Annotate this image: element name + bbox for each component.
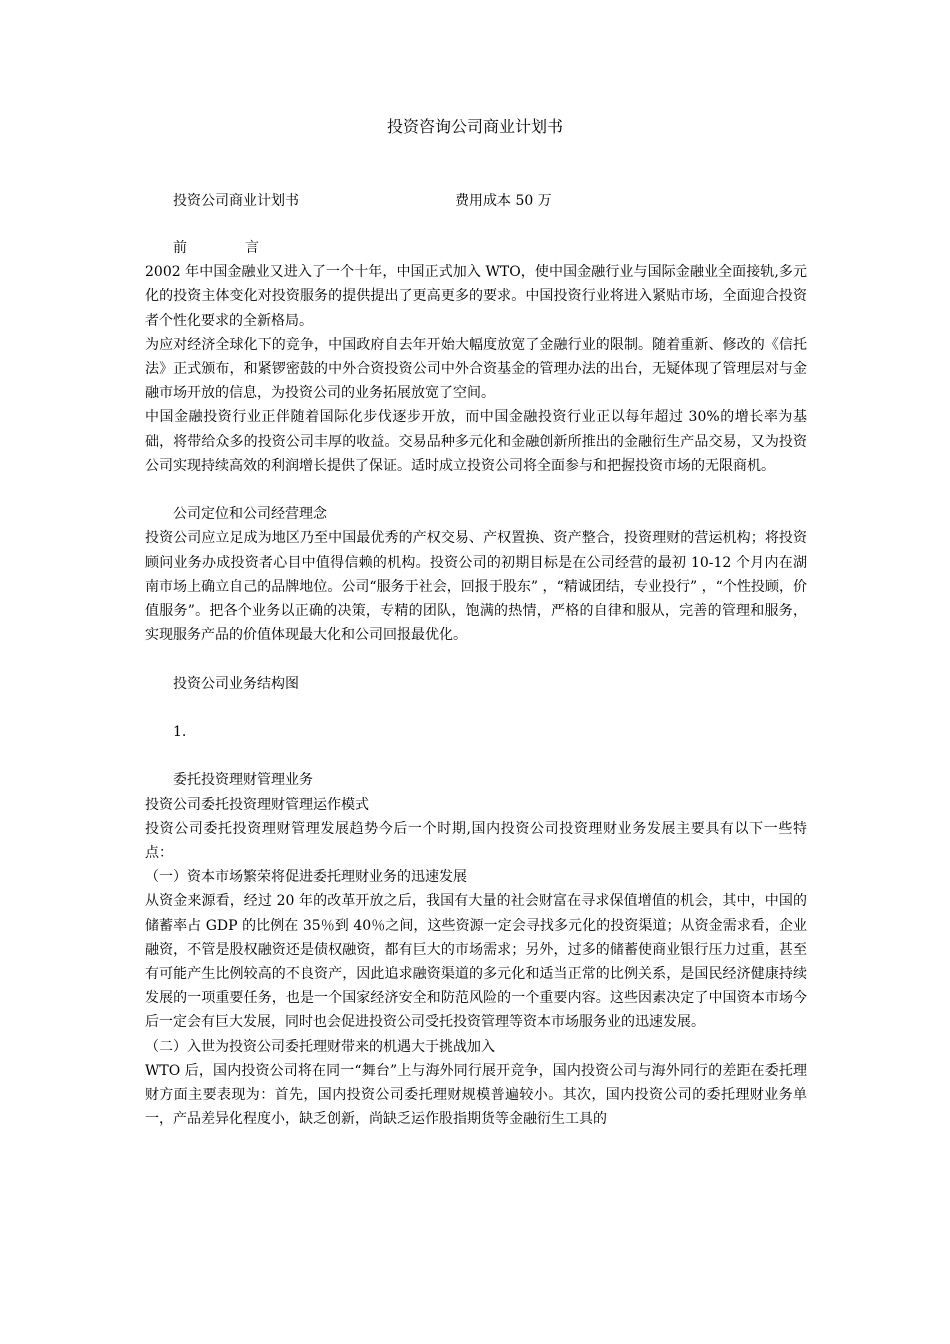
trust-subheading: 投资公司委托投资理财管理运作模式	[145, 796, 369, 813]
positioning-heading: 公司定位和公司经营理念	[173, 506, 327, 523]
header-cost-label: 费用成本 50 万	[455, 193, 552, 209]
structure-item-number: 1.	[173, 724, 187, 741]
preface-paragraph-2: 为应对经济全球化下的竞争，中国政府自去年开始大幅度放宽了金融行业的限制。随着重新、修改的《信托法》正式颁布，和紧锣密鼓的中外合资投资公司中外合资基金的管理办法的出台，无疑体现了管理层对与金融市场开放的信息，为投资公司的业务拓展放宽了空间。	[145, 336, 807, 402]
trust-heading: 委托投资理财管理业务	[173, 772, 313, 789]
header-plan-label: 投资公司商业计划书	[173, 193, 299, 209]
preface-paragraph-3: 中国金融投资行业正伴随着国际化步伐逐步开放，而中国金融投资行业正以每年超过 30%的增长率为基础，将带给众多的投资公司丰厚的收益。交易品种多元化和金融创新所推出的金融衍生产品交易，又为投资公司实现持续高效的利润增长提供了保证。适时成立投资公司将全面参与和把握投资市场的无限商机。	[145, 409, 807, 474]
point-2-heading: （二）入世为投资公司委托理财带来的机遇大于挑战加入	[145, 1038, 495, 1055]
positioning-paragraph: 投资公司应立足成为地区乃至中国最优秀的产权交易、产权置换、资产整合，投资理财的营运机构；将投资顾问业务办成投资者心目中值得信赖的机构。投资公司的初期目标是在公司经营的最初 10-12 个月内在湖南市场上确立自己的品牌地位。公司“服务于社会，回报于股东” ，“精诚团结，专业投行” ，“个性投顾，价值服务”。把各个业务以正确的决策，专精的团队，饱满的热情，严格的自律和服从，完善的管理和服务，实现服务产品的价值体现最大化和公司回报最优化。	[145, 530, 807, 644]
spacer	[145, 744, 807, 768]
preface-paragraph-1: 2002 年中国金融业又进入了一个十年，中国正式加入 WTO，使中国金融行业与国际金融业全面接轨,多元化的投资主体变化对投资服务的提供提出了更高更多的要求。中国投资行业将进入紧贴市场，全面迎合投资者个性化要求的全新格局。	[145, 264, 807, 329]
point-1-heading: （一）资本市场繁荣将促进委托理财业务的迅速发展	[145, 869, 467, 886]
point-1-paragraph: 从资金来源看，经过 20 年的改革开放之后，我国有大量的社会财富在寻求保值增值的机会，其中，中国的储蓄率占 GDP 的比例在 35％到 40％之间，这些资源一定会寻找多元化的投资渠道；从资金需求看，企业融资，不管是股权融资还是债权融资，都有巨大的市场需求；另外，过多的储蓄使商业银行压力过重，甚至有可能产生比例较高的不良资产，因此追求融资渠道的多元化和适当正常的比例关系，是国民经济健康持续发展的一项重要任务，也是一个国家经济安全和防范风险的一个重要内容。这些因素决定了中国资本市场今后一定会有巨大发展，同时也会促进投资公司受托投资管理等资本市场服务业的迅速发展。	[145, 893, 807, 1031]
document-body	[145, 236, 807, 1131]
preface-heading: 前言	[173, 240, 317, 256]
structure-heading: 投资公司业务结构图	[173, 675, 299, 692]
trust-paragraph: 投资公司委托投资理财管理发展趋势今后一个时期,国内投资公司投资理财业务发展主要具有以下一些特点：	[145, 820, 807, 862]
spacer	[145, 696, 807, 720]
document-title: 投资咨询公司商业计划书	[386, 117, 563, 136]
spacer	[145, 647, 807, 671]
point-2-paragraph: WTO 后，国内投资公司将在同一“舞台”上与海外同行展开竞争，国内投资公司与海外同行的差距在委托理财方面主要表现为：首先，国内投资公司委托理财规模普遍较小。其次，国内投资公司的委托理财业务单一，产品差异化程度小，缺乏创新，尚缺乏运作股指期货等金融衍生工具的	[145, 1062, 807, 1128]
document-header-line	[173, 191, 552, 211]
spacer	[145, 478, 807, 502]
